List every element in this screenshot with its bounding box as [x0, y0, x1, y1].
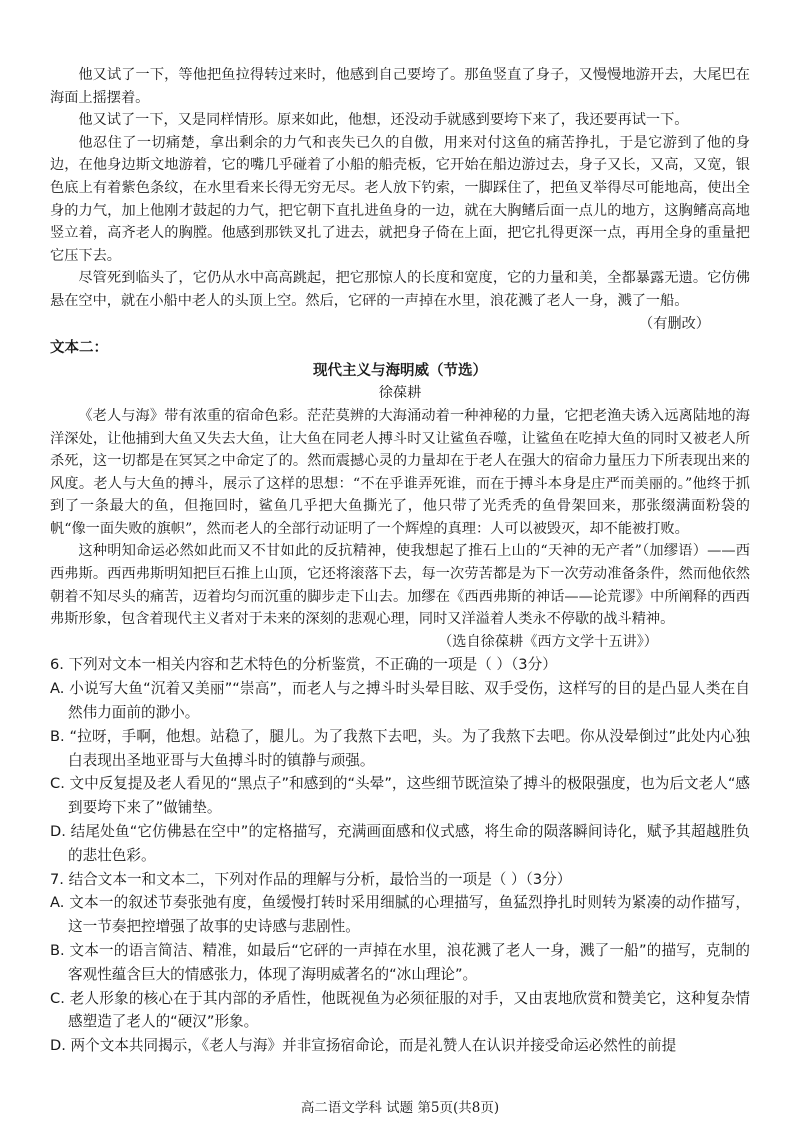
text2-paragraph: 《老人与海》带有浓重的宿命色彩。茫茫莫辨的大海涌动着一种神秘的力量，它把老渔夫诱入远离陆地的海洋深处，让他捕到大鱼又失去大鱼，让大鱼在同老人搏斗时又让鲨鱼吞噬，让鲨鱼在吃掉大鱼的同时又被老人所杀死，这一切都是在冥冥之中命定了的。然而震撼心灵的力量却在于老人在强大的宿命力量压力下所表现出来的风度。老人与大鱼的搏斗，展示了这样的思想：“不在乎谁弄死谁，而在于搏斗本身是庄严而美丽的。”他终于抓到了一条最大的鱼，但拖回时，鲨鱼几乎把大鱼撕光了，他只带了光秃秃的鱼骨架回来，那张缀满面粉袋的帆“像一面失败的旗帜”，然而老人的全部行动证明了一个辉煌的真理：人可以被毁灭，却不能被打败。: [50, 407, 750, 537]
text1-excerpt: [50, 64, 750, 335]
page-footer: 高二语文学科 试题 第5页(共8页): [300, 1100, 500, 1116]
text2-title: 现代主义与海明威（节选）: [313, 362, 487, 379]
edit-note: （有删改）: [639, 315, 710, 332]
option-d: D. 两个文本共同揭示，《老人与海》并非宣扬宿命论，而是礼赞人在认识并接受命运必然性的前提: [50, 1037, 677, 1055]
text1-paragraph: 他又试了一下，等他把鱼拉得转过来时，他感到自己要垮了。那鱼竖直了身子，又慢慢地游开去，大尾巴在海面上摇摆着。: [50, 67, 750, 106]
page-content: [50, 64, 750, 1058]
question-stem: 6. 下列对文本一相关内容和艺术特色的分析鉴赏，不正确的一项是（ ）（3分）: [50, 656, 557, 674]
option-b: B. “拉呀，手啊，他想。站稳了，腿儿。为了我熬下去吧，头。为了我熬下去吧。你从没晕倒过”此处内心独白表现出圣地亚哥与大鱼搏斗时的镇静与顽强。: [50, 727, 750, 769]
text1-paragraph: 他忍住了一切痛楚，拿出剩余的力气和丧失已久的自傲，用来对付这鱼的痛苦挣扎，于是它游到了他的身边，在他身边斯文地游着，它的嘴几乎碰着了小船的船壳板，它开始在船边游过去，身子又长，又高，又宽，银色底上有着紫色条纹，在水里看来长得无穷无尽。老人放下钓索，一脚踩住了，把鱼叉举得尽可能地高，使出全身的力气，加上他刚才鼓起的力气，把它朝下直扎进鱼身的一边，就在大胸鳍后面一点儿的地方，这胸鳍高高地竖立着，高齐老人的胸膛。他感到那铁叉扎了进去，就把身子倚在上面，把它扎得更深一点，再用全身的重量把它压下去。: [50, 134, 750, 264]
question-stem: 7. 结合文本一和文本二，下列对作品的理解与分析，最恰当的一项是（ ）（3分）: [50, 870, 572, 888]
option-c: C. 文中反复提及老人看见的“黑点子”和感到的“头晕”，这些细节既渲染了搏斗的极限强度，也为后文老人“感到要垮下来了”做铺垫。: [50, 775, 750, 817]
option-c: C. 老人形象的核心在于其内部的矛盾性，他既视鱼为必须征服的对手，又由衷地欣赏和赞美它，这种复杂情感塑造了老人的“硬汉”形象。: [50, 989, 750, 1031]
text2-heading: 文本二：: [50, 340, 108, 357]
text2-paragraph: 这种明知命运必然如此而又不甘如此的反抗精神，使我想起了推石上山的“天神的无产者”（加缪语）——西西弗斯。西西弗斯明知把巨石推上山顶，它还将滚落下去，每一次劳苦都是为下一次劳动准备条件，然而他依然朝着不知尽头的痛苦，迈着均匀而沉重的脚步走下山去。加缪在《西西弗斯的神话——论荒谬》中所阐释的西西弗斯形象，包含着现代主义者对于未来的深刻的悲观心理，同时又洋溢着人类永不停歇的战斗精神。: [50, 543, 750, 628]
option-a: A. 小说写大鱼“沉着又美丽”“崇高”，而老人与之搏斗时头晕目眩、双手受伤，这样写的目的是凸显人类在自然伟力面前的渺小。: [50, 680, 750, 722]
question-6: [50, 653, 750, 867]
option-a: A. 文本一的叙述节奏张弛有度，鱼缓慢打转时采用细腻的心理描写，鱼猛烈挣扎时则转为紧凑的动作描写，这一节奏把控增强了故事的史诗感与悲剧性。: [50, 894, 750, 936]
text1-paragraph: 他又试了一下，又是同样情形。原来如此，他想，还没动手就感到要垮下来了，我还要再试一下。: [78, 112, 689, 129]
text2-section: [50, 337, 750, 653]
option-b: B. 文本一的语言简洁、精准，如最后“它砰的一声掉在水里，浪花溅了老人一身，溅了一船”的描写，克制的客观性蕴含巨大的情感张力，体现了海明威著名的“冰山理论”。: [50, 942, 750, 983]
text2-author: 徐葆耕: [378, 385, 422, 402]
text1-paragraph: 尽管死到临头了，它仍从水中高高跳起，把它那惊人的长度和宽度，它的力量和美，全都暴露无遗。它仿佛悬在空中，就在小船中老人的头顶上空。然后，它砰的一声掉在水里，浪花溅了老人一身，溅了一船。: [50, 270, 750, 309]
question-7: [50, 868, 750, 1058]
text2-source: （选自徐葆耕《西方文学十五讲》）: [438, 633, 658, 650]
option-d: D. 结尾处鱼“它仿佛悬在空中”的定格描写，充满画面感和仪式感，将生命的陨落瞬间诗化，赋予其超越胜负的悲壮色彩。: [50, 823, 750, 864]
